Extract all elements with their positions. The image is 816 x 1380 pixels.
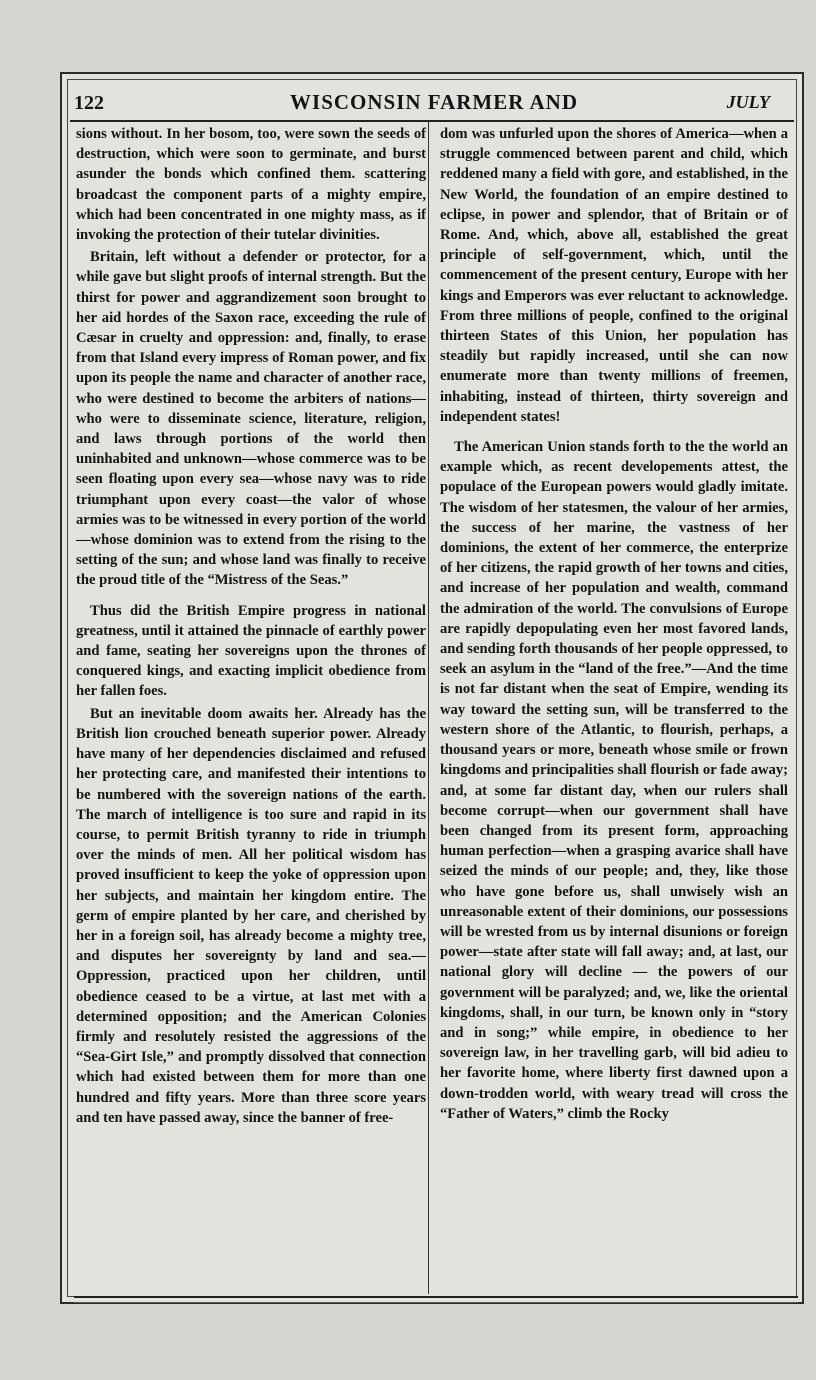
paragraph: But an inevitable doom awaits her. Already has the British lion crouched beneath superior power. Already have many of her dependencies disclaimed and refused her protecting care, and manifested their intentions to be numbered with the sovereign nations of the earth. The march of intelligence is too sure and rapid in its course, to permit British tyranny to ride in triumph over the minds of men. All her political wisdom has proved insufficient to keep the yoke of oppression upon her subjects, and maintain her kingdom entire. The germ of empire planted by her care, and cherished by her in a foreign soil, has already become a mighty tree, and disputes her sovereignty by land and sea.—Oppression, practiced upon her children, until obedience ceased to be a virtue, at last met with a determined opposition; and the American Colonies firmly and resolutely resisted the aggressions of the “Sea-Girt Isle,” and promptly dissolved that connection which had existed between them for more than one hundred and fifty years. More than three score years and ten have passed away, since the banner of free- (76, 705, 426, 1126)
paragraph: Thus did the British Empire progress in national greatness, until it attained the pinnacle of earthly power and fame, seating her sovereigns upon the thrones of conquered kings, and exacting implicit obedience from her fallen foes. (76, 602, 426, 700)
running-month: JULY (726, 92, 770, 112)
page-number: 122 (74, 92, 104, 114)
paragraph: dom was unfurled upon the shores of America—when a struggle commenced between parent and child, which reddened many a field with gore, and established, in the New World, the foundation of an empire destined to eclipse, in power and splendor, that of Britain or of Rome. And, which, above all, established the great principle of self-government, which, until the commencement of the present century, Europe with her kings and Emperors was ever reluctant to acknowledge. From three millions of people, confined to the original thirteen States of this Union, her population has steadily but rapidly increased, until she can now enumerate more than twenty millions of freemen, inhabiting, instead of thirteen, thirty sovereign and independent states! (440, 126, 788, 425)
footer-rule (74, 1296, 798, 1298)
running-title: WISCONSIN FARMER AND (290, 90, 578, 114)
paragraph: Britain, left without a defender or protector, for a while gave but slight proofs of internal strength. But the thirst for power and aggrandizement soon brought to her aid hordes of the Saxon race, exceeding the rule of Cæsar in cruelty and oppression: and, finally, to erase from that Island every impress of Roman power, and fix upon its people the name and character of another race, who were destined to become the arbiters of nations—who were to disseminate science, literature, religion, and laws through portions of the world then uninhabited and unknown—whose commerce was to be seen floating upon every sea—whose navy was to ride triumphant upon every coast—the valor of whose armies was to be witnessed in every portion of the world—whose dominion was to extend from the rising to the setting of the sun; and whose land was finally to receive the proud title of the “Mistress of the Seas.” (76, 249, 426, 589)
page-header (70, 90, 798, 118)
column-rule (428, 122, 429, 1294)
paragraph: The American Union stands forth to the the world an example which, as recent developements attest, the populace of the European powers would gladly imitate. The wisdom of her statesmen, the valour of her armies, the success of her marine, the vastness of her dominions, the extent of her commerce, the enterprize of her citizens, the rapid growth of her towns and cities, and increase of her population and wealth, command the admiration of the world. The convulsions of Europe are rapidly depopulating even her most favored lands, and sending forth thousands of her people oppressed, to seek an asylum in the “land of the free.”—And the time is not far distant when the seat of Empire, wending its way toward the setting sun, will be transferred to the western shore of the Atlantic, to flourish, perhaps, a thousand years or more, beneath whose smile or frown kingdoms and principalities shall flourish or fade away; and, at some far distant day, when our rulers shall become corrupt—when our government shall have been changed from its present form, approaching human perfection—when a grasping avarice shall have seized the minds of our people; and, they, like those who have gone before us, shall unwisely wish an unreasonable extent of their dominions, our possessions will be wrested from us by internal disunions or foreign power—state after state will fall away; and, at last, our national glory will decline — the powers of our government will be paralyzed; and, we, like the oriental kingdoms, shall, in our turn, be known only in “story and in song;” while empire, in obedience to her sovereign law, in her travelling garb, will bid adieu to her favorite home, where liberty first dawned upon a down-trodden world, with weary tread will cross the “Father of Waters,” climb the Rocky (440, 439, 788, 1122)
left-column (76, 124, 426, 1128)
header-rule (70, 120, 794, 122)
paragraph: sions without. In her bosom, too, were sown the seeds of destruction, which were soon to germinate, and burst asunder the bonds which confined them. scattering broadcast the component parts of a mighty empire, which had been concentrated in one mighty mass, as if invoking the protection of their tutelar divinities. (76, 126, 426, 244)
right-column (440, 124, 788, 1124)
footer-rule-thin (74, 1302, 798, 1303)
